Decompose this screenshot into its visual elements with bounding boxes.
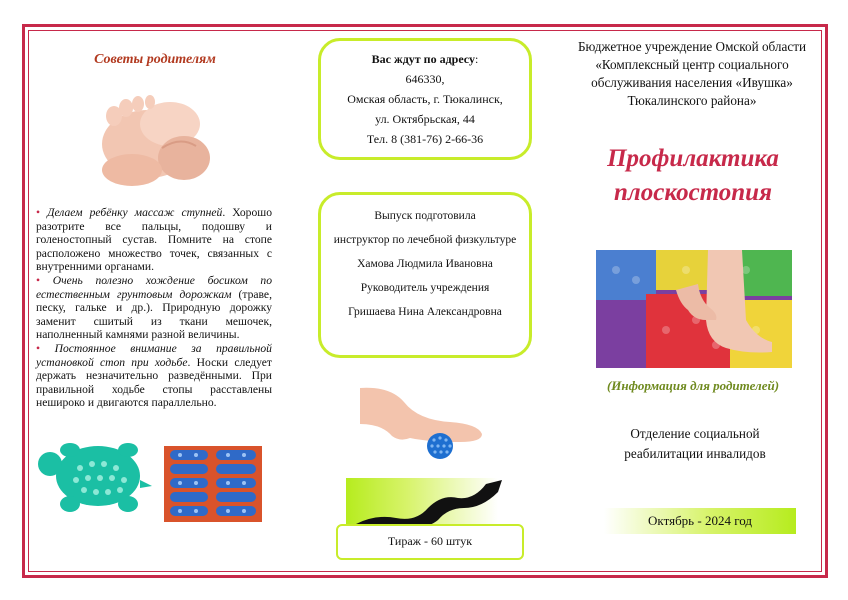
prepared-line: инструктор по лечебной физкультуре — [333, 234, 517, 246]
print-run-box: Тираж - 60 штук — [336, 524, 524, 560]
department-name: Отделение социальной реабилитации инвалидов — [624, 426, 766, 461]
child-on-massage-mats-photo — [596, 250, 792, 368]
prepared-line: Хамова Людмила Ивановна — [357, 258, 493, 270]
address-phone: Тел. 8 (381-76) 2-66-36 — [366, 132, 484, 146]
prepared-line: Гришаева Нина Александровна — [348, 306, 502, 318]
institution-name: Бюджетное учреждение Омской области «Комплексный центр социального обслуживания населения «Ивушка» Тюкалинского района» — [577, 39, 807, 108]
decorative-wave — [346, 474, 502, 528]
prepared-by-box — [318, 192, 532, 358]
title-line: Профилактика — [607, 145, 779, 172]
brochure-title — [580, 142, 806, 210]
massage-turtle-mat-image — [36, 428, 154, 520]
address-title: Вас ждут по адресу: — [371, 52, 479, 66]
title-line: плоскостопия — [614, 179, 772, 206]
address-box — [318, 38, 532, 160]
advice-item: • Постоянное внимание за правильной установкой стоп при ходьбе. Носки следует держать незначительно разведёнными. При правильной ходьбе стопы расставлены нешироко и двигаются параллельно. — [36, 341, 273, 410]
roller-massage-mat-image — [160, 440, 266, 526]
address-line: ул. Октябрьская, 44 — [375, 112, 475, 126]
address-line: Омская область, г. Тюкалинск, — [347, 92, 503, 106]
issue-date: Октябрь - 2024 год — [604, 508, 796, 534]
prepared-line: Выпуск подготовила — [374, 210, 476, 222]
address-line: 646330, — [405, 72, 445, 86]
foot-on-ball-image — [360, 380, 490, 466]
prepared-line: Руководитель учреждения — [360, 282, 490, 294]
advice-item: • Делаем ребёнку массаж ступней. Хорошо разотрите все пальцы, подошву и голеностопный сустав. Помните на стопе расположено множество точек, связанных с внутренними органами. — [36, 206, 272, 274]
advice-item: • Очень полезно хождение босиком по естественным грунтовым дорожкам (траве, песку, гальке и др.). Природную дорожку заменит сшитый из ткани мешочек, наполненный камнями разной величины. — [36, 273, 272, 342]
foot-massage-photo — [92, 86, 218, 190]
advice-list — [36, 206, 272, 410]
parents-advice-heading: Советы родителям — [94, 52, 216, 67]
info-for-parents: (Информация для родителей) — [606, 378, 780, 393]
